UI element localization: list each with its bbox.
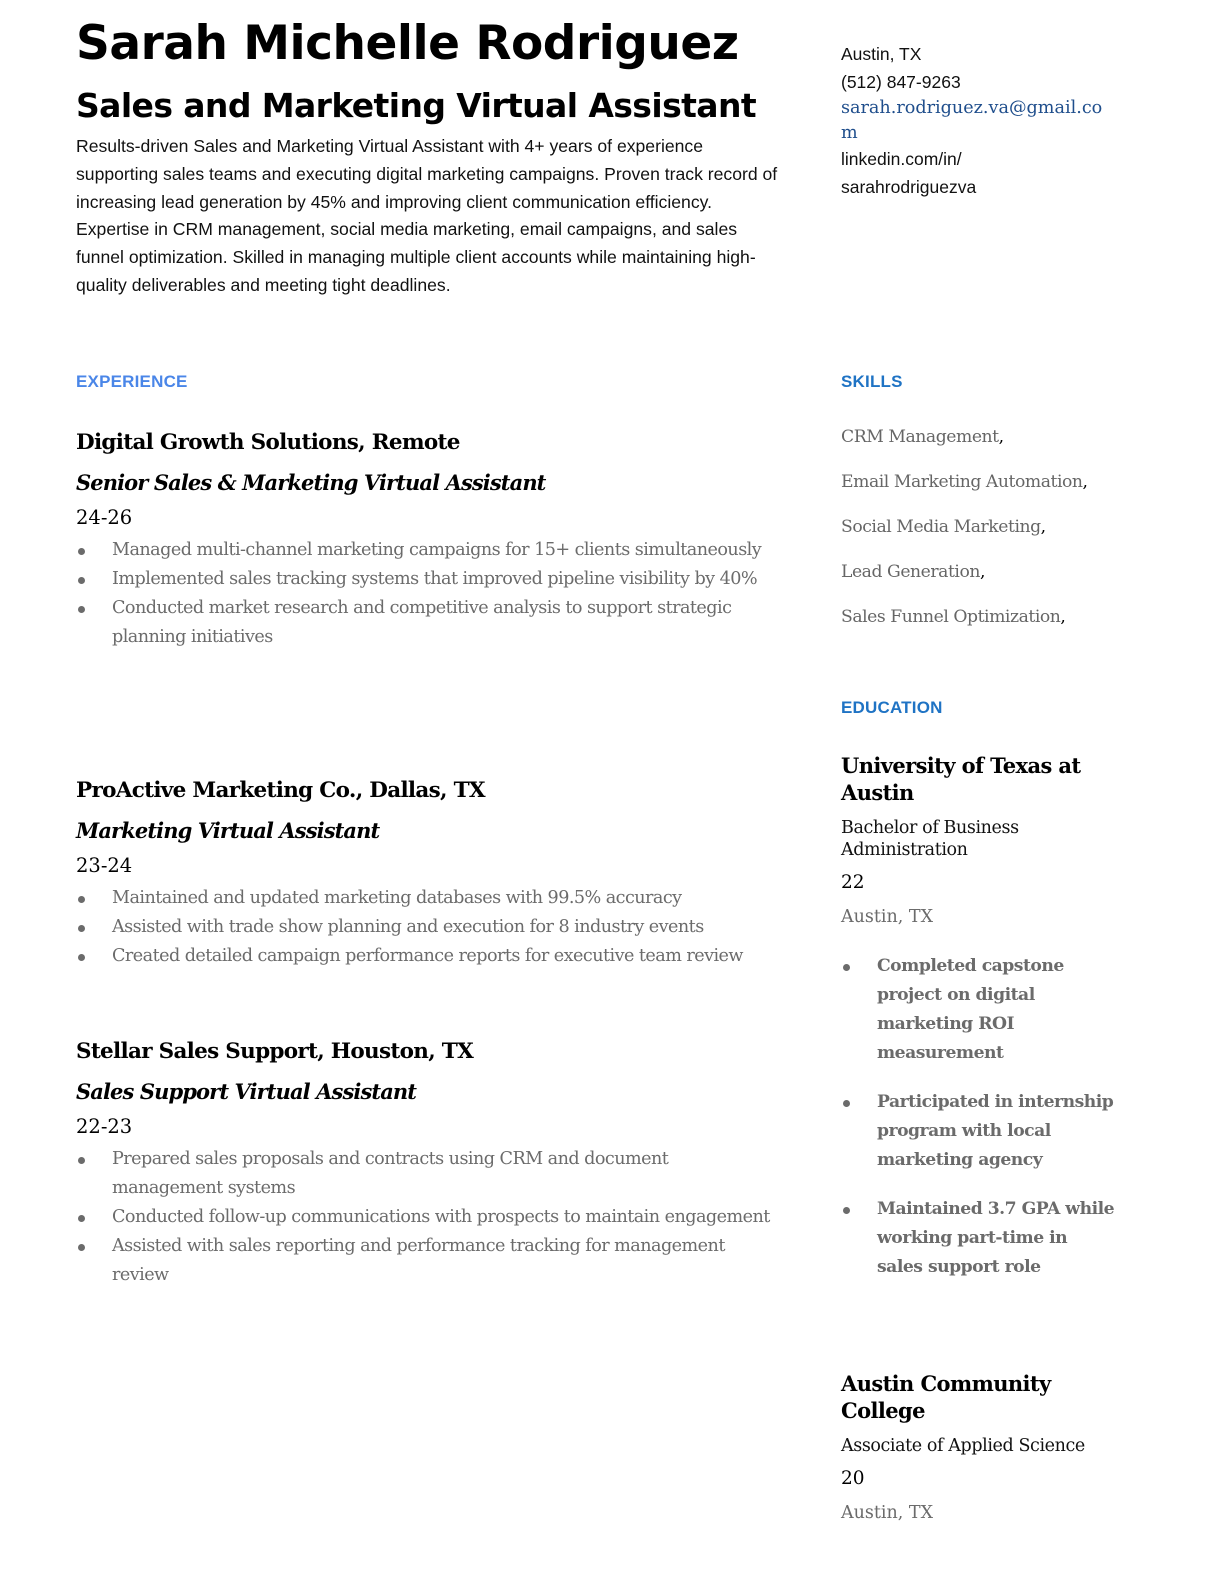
skill-item [841,467,1121,512]
job-bullet-text: Maintained and updated marketing databases with 99.5% accuracy [112,888,682,908]
job-bullet-text: Conducted market research and competitive analysis to support strategic planning initiatives [112,598,732,647]
skill-separator: , [1082,472,1088,492]
skill-item [841,512,1121,557]
contact-info [841,41,1111,201]
job-bullet [76,594,776,652]
job-bullet-text: Prepared sales proposals and contracts using CRM and document management systems [112,1149,669,1198]
edu-bullet-text: Participated in internship program with local marketing agency [877,1092,1114,1170]
edu-bullets [841,952,1116,1282]
education-heading: EDUCATION [841,698,943,717]
bullet-icon [843,964,850,971]
bullet-icon [78,548,85,555]
edu-year: 22 [841,872,865,893]
edu-degree: Associate of Applied Science [841,1436,1085,1456]
job-bullet [76,1203,776,1232]
job-bullet [76,536,776,565]
job-dates: 22-23 [76,1115,133,1138]
bullet-icon [78,577,85,584]
skill-separator: , [998,427,1004,447]
contact-email-link[interactable]: sarah.rodriguez.va@gmail.com [841,98,1103,143]
bullet-icon [78,896,85,903]
job-bullet-text: Assisted with sales reporting and performance tracking for management review [112,1236,725,1285]
job-role: Sales Support Virtual Assistant [76,1079,417,1104]
edu-bullet-text: Completed capstone project on digital marketing ROI measurement [877,956,1064,1063]
professional-summary: Results-driven Sales and Marketing Virtual Assistant with 4+ years of experience supporting sales teams and executing digital marketing campaigns. Proven track record of increasing lead generation by 45% and improving client communication efficiency. Expertise in CRM management, social media marketing, email campaigns, and sales funnel optimization. Skilled in managing multiple client accounts while maintaining high-quality deliverables and meeting tight deadlines. [76,136,778,295]
edu-bullet-text: Maintained 3.7 GPA while working part-time in sales support role [877,1199,1115,1277]
skill-separator: , [1040,517,1046,537]
job-bullet [76,1145,776,1203]
candidate-headline: Sales and Marketing Virtual Assistant [76,86,757,125]
job-company: Digital Growth Solutions, Remote [76,430,460,455]
job-entry [76,776,776,971]
job-entry [76,1037,776,1290]
edu-school: University of Texas at Austin [841,753,1081,805]
job-bullet [76,884,776,913]
skills-heading: SKILLS [841,372,903,391]
contact-location: Austin, TX [841,44,922,64]
job-role: Marketing Virtual Assistant [76,818,380,843]
skill-label: CRM Management [841,427,999,447]
edu-bullet [841,1195,1116,1282]
edu-location: Austin, TX [841,907,934,927]
job-company: ProActive Marketing Co., Dallas, TX [76,778,485,803]
education-entry [841,1370,1116,1526]
edu-degree: Bachelor of Business Administration [841,818,1019,860]
skill-separator: , [1060,607,1066,627]
edu-location: Austin, TX [841,1503,934,1523]
skill-item [841,557,1121,602]
job-bullets [76,884,776,971]
bullet-icon [78,1215,85,1222]
job-bullet-text: Created detailed campaign performance reports for executive team review [112,946,743,966]
job-bullet [76,942,776,971]
edu-bullet [841,1088,1116,1175]
job-bullet [76,565,776,594]
skill-item [841,422,1121,467]
job-company: Stellar Sales Support, Houston, TX [76,1039,474,1064]
job-bullet-text: Conducted follow-up communications with prospects to maintain engagement [112,1207,770,1227]
bullet-icon [78,606,85,613]
contact-linkedin[interactable]: linkedin.com/in/ sarahrodriguezva [841,149,977,197]
skill-label: Email Marketing Automation [841,472,1083,492]
job-bullet-text: Implemented sales tracking systems that improved pipeline visibility by 40% [112,569,758,589]
skill-separator: , [979,562,985,582]
candidate-name: Sarah Michelle Rodriguez [76,16,739,71]
job-bullet [76,1232,776,1290]
contact-phone: (512) 847-9263 [841,71,961,92]
job-bullet-text: Assisted with trade show planning and execution for 8 industry events [112,917,704,937]
bullet-icon [78,954,85,961]
job-entry [76,428,776,652]
bullet-icon [78,1244,85,1251]
bullet-icon [78,1157,85,1164]
skills-list [841,422,1121,647]
bullet-icon [843,1100,850,1107]
job-role: Senior Sales & Marketing Virtual Assistant [76,470,546,495]
education-entry [841,752,1116,1302]
edu-bullet [841,952,1116,1068]
job-dates: 24-26 [76,506,133,529]
bullet-icon [78,925,85,932]
edu-year: 20 [841,1468,865,1489]
skill-item [841,602,1121,647]
job-bullets [76,1145,776,1290]
job-bullet [76,913,776,942]
job-bullet-text: Managed multi-channel marketing campaigns for 15+ clients simultaneously [112,540,762,560]
job-dates: 23-24 [76,854,133,877]
experience-heading: EXPERIENCE [76,372,188,391]
skill-label: Social Media Marketing [841,517,1041,537]
skill-label: Lead Generation [841,562,980,582]
skill-label: Sales Funnel Optimization [841,607,1061,627]
job-bullets [76,536,776,652]
edu-school: Austin Community College [841,1371,1051,1423]
bullet-icon [843,1207,850,1214]
